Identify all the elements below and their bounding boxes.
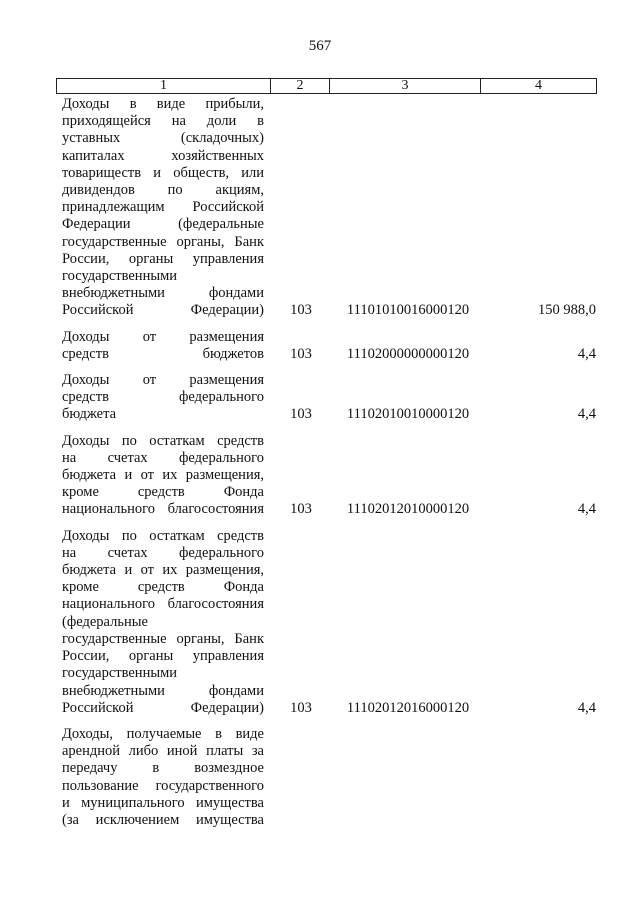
- admin-code-cell: 103: [290, 345, 312, 362]
- description-line: на счетах федерального: [62, 449, 264, 466]
- budget-code-cell: 11102000000000120: [346, 345, 470, 362]
- description-line: Российской Федерации): [62, 699, 264, 716]
- amount-cell: 4,4: [577, 501, 596, 518]
- description-line: товариществ и обществ, или: [62, 164, 264, 181]
- description-line: (федеральные: [62, 613, 148, 630]
- description-line: кроме средств Фонда: [62, 484, 264, 501]
- budget-code-cell: 11102012016000120: [346, 699, 470, 716]
- description-line: пользование государственного: [62, 777, 264, 794]
- table-row: [0, 433, 640, 519]
- description-line: Доходы от размещения: [62, 372, 264, 389]
- description-line: государственные органы, Банк: [62, 233, 264, 250]
- amount-cell: 150 988,0: [538, 302, 596, 319]
- description-line: государственные органы, Банк: [62, 630, 264, 647]
- description-line: кроме средств Фонда: [62, 579, 264, 596]
- table-body: [0, 96, 640, 838]
- budget-code-cell: 11101010016000120: [346, 302, 470, 319]
- description-line: Доходы, получаемые в виде: [62, 725, 264, 742]
- amount-cell: 4,4: [577, 345, 596, 362]
- row-description: [62, 433, 264, 519]
- row-description: [62, 528, 264, 717]
- description-line: Федерации (федеральные: [62, 216, 264, 233]
- description-line: России, органы управления: [62, 648, 264, 665]
- row-description: [62, 96, 264, 320]
- description-line: России, органы управления: [62, 250, 264, 267]
- header-col-2: 2: [271, 79, 330, 93]
- admin-code-cell: 103: [290, 501, 312, 518]
- amount-cell: 4,4: [577, 406, 596, 423]
- description-line: Доходы по остаткам средств: [62, 527, 264, 544]
- description-line: национального благосостояния: [62, 596, 264, 613]
- description-line: бюджета: [62, 406, 117, 423]
- description-line: приходящейся на доли в: [62, 113, 264, 130]
- admin-code-cell: 103: [290, 406, 312, 423]
- admin-code-cell: 103: [290, 302, 312, 319]
- admin-code-cell: 103: [290, 699, 312, 716]
- budget-code-cell: 11102010010000120: [346, 406, 470, 423]
- description-line: уставных (складочных): [62, 130, 264, 147]
- description-line: внебюджетными фондами: [62, 285, 264, 302]
- description-line: Российской Федерации): [62, 302, 264, 319]
- table-row: [0, 726, 640, 829]
- description-line: средств бюджетов: [62, 345, 264, 362]
- page-number: 567: [308, 38, 332, 54]
- description-line: (за исключением имущества: [62, 811, 264, 828]
- description-line: внебюджетными фондами: [62, 682, 264, 699]
- description-line: средств федерального: [62, 389, 264, 406]
- header-col-1: 1: [57, 79, 271, 93]
- description-line: дивидендов по акциям,: [62, 182, 264, 199]
- table-row: [0, 96, 640, 320]
- table-header: [56, 78, 597, 94]
- description-line: передачу в возмездное: [62, 760, 264, 777]
- header-col-4: 4: [535, 78, 542, 93]
- header-col-3: 3: [330, 79, 481, 93]
- amount-cell: 4,4: [577, 699, 596, 716]
- table-row: [0, 329, 640, 363]
- description-line: бюджета и от их размещения,: [62, 467, 264, 484]
- description-line: арендной либо иной платы за: [62, 743, 264, 760]
- description-line: Доходы по остаткам средств: [62, 432, 264, 449]
- description-line: капиталах хозяйственных: [62, 147, 264, 164]
- description-line: Доходы в виде прибыли,: [62, 96, 264, 112]
- row-description: [62, 726, 264, 829]
- budget-code-cell: 11102012010000120: [346, 501, 470, 518]
- description-line: государственными: [62, 268, 178, 285]
- description-line: на счетах федерального: [62, 544, 264, 561]
- table-row: [0, 528, 640, 717]
- description-line: национального благосостояния: [62, 501, 264, 518]
- row-description: [62, 372, 264, 424]
- description-line: государственными: [62, 665, 178, 682]
- description-line: принадлежащим Российской: [62, 199, 264, 216]
- description-line: бюджета и от их размещения,: [62, 562, 264, 579]
- row-description: [62, 329, 264, 363]
- description-line: Доходы от размещения: [62, 328, 264, 345]
- table-row: [0, 372, 640, 424]
- description-line: и муниципального имущества: [62, 794, 264, 811]
